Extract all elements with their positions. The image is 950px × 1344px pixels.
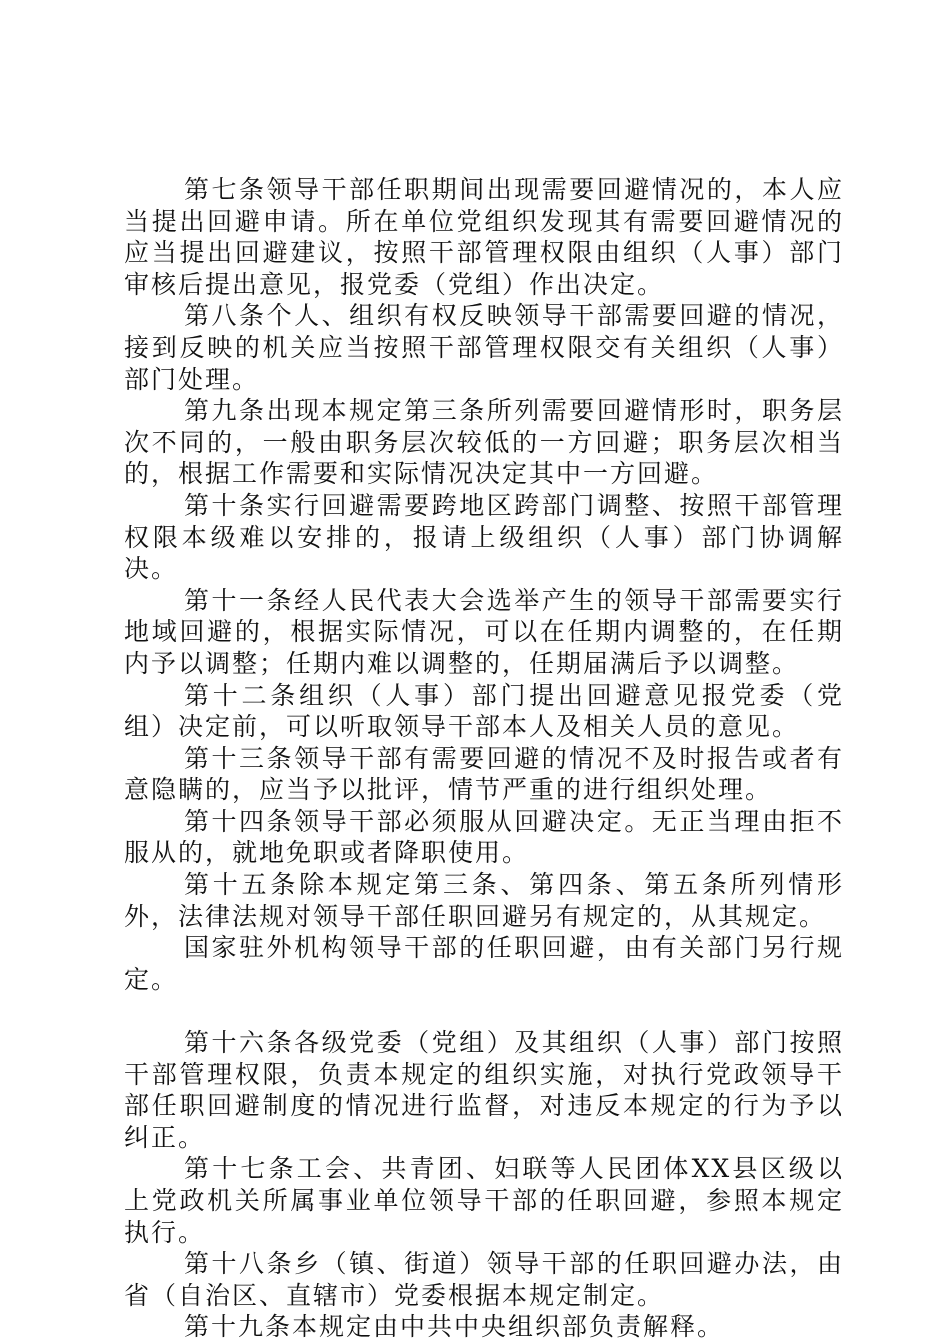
article-18-paragraph: 第十八条乡（镇、街道）领导干部的任职回避办法，由省（自治区、直辖市）党委根据本规定制定。 [124, 1249, 844, 1310]
article-11-paragraph: 第十一条经人民代表大会选举产生的领导干部需要实行地域回避的，根据实际情况，可以在任期内调整的，在任期内予以调整；任期内难以调整的，任期届满后予以调整。 [124, 585, 844, 678]
article-17-paragraph: 第十七条工会、共青团、妇联等人民团体XX县区级以上党政机关所属事业单位领导干部的任职回避，参照本规定执行。 [124, 1154, 844, 1247]
article-9-paragraph: 第九条出现本规定第三条所列需要回避情形时，职务层次不同的，一般由职务层次较低的一方回避；职务层次相当的，根据工作需要和实际情况决定其中一方回避。 [124, 396, 844, 489]
article-8-paragraph: 第八条个人、组织有权反映领导干部需要回避的情况，接到反映的机关应当按照干部管理权限交有关组织（人事）部门处理。 [124, 301, 844, 394]
article-12-paragraph: 第十二条组织（人事）部门提出回避意见报党委（党组）决定前，可以听取领导干部本人及相关人员的意见。 [124, 680, 844, 742]
document-body [124, 174, 844, 1343]
article-14-paragraph: 第十四条领导干部必须服从回避决定。无正当理由拒不服从的，就地免职或者降职使用。 [124, 806, 844, 868]
article-15-paragraph: 第十五条除本规定第三条、第四条、第五条所列情形外，法律法规对领导干部任职回避另有规定的，从其规定。 [124, 870, 844, 931]
article-13-paragraph: 第十三条领导干部有需要回避的情况不及时报告或者有意隐瞒的，应当予以批评，情节严重的进行组织处理。 [124, 743, 844, 805]
overseas-agencies-paragraph: 国家驻外机构领导干部的任职回避，由有关部门另行规定。 [124, 933, 844, 994]
article-16-paragraph: 第十六条各级党委（党组）及其组织（人事）部门按照干部管理权限，负责本规定的组织实施，对执行党政领导干部任职回避制度的情况进行监督，对违反本规定的行为予以纠正。 [124, 1028, 844, 1152]
article-7-paragraph: 第七条领导干部任职期间出现需要回避情况的，本人应当提出回避申请。所在单位党组织发现其有需要回避情况的应当提出回避建议，按照干部管理权限由组织（人事）部门审核后提出意见，报党委（党组）作出决定。 [124, 175, 844, 299]
article-10-paragraph: 第十条实行回避需要跨地区跨部门调整、按照干部管理权限本级难以安排的，报请上级组织（人事）部门协调解决。 [124, 490, 844, 584]
article-19-paragraph: 第十九条本规定由中共中央组织部负责解释。 [184, 1312, 725, 1342]
